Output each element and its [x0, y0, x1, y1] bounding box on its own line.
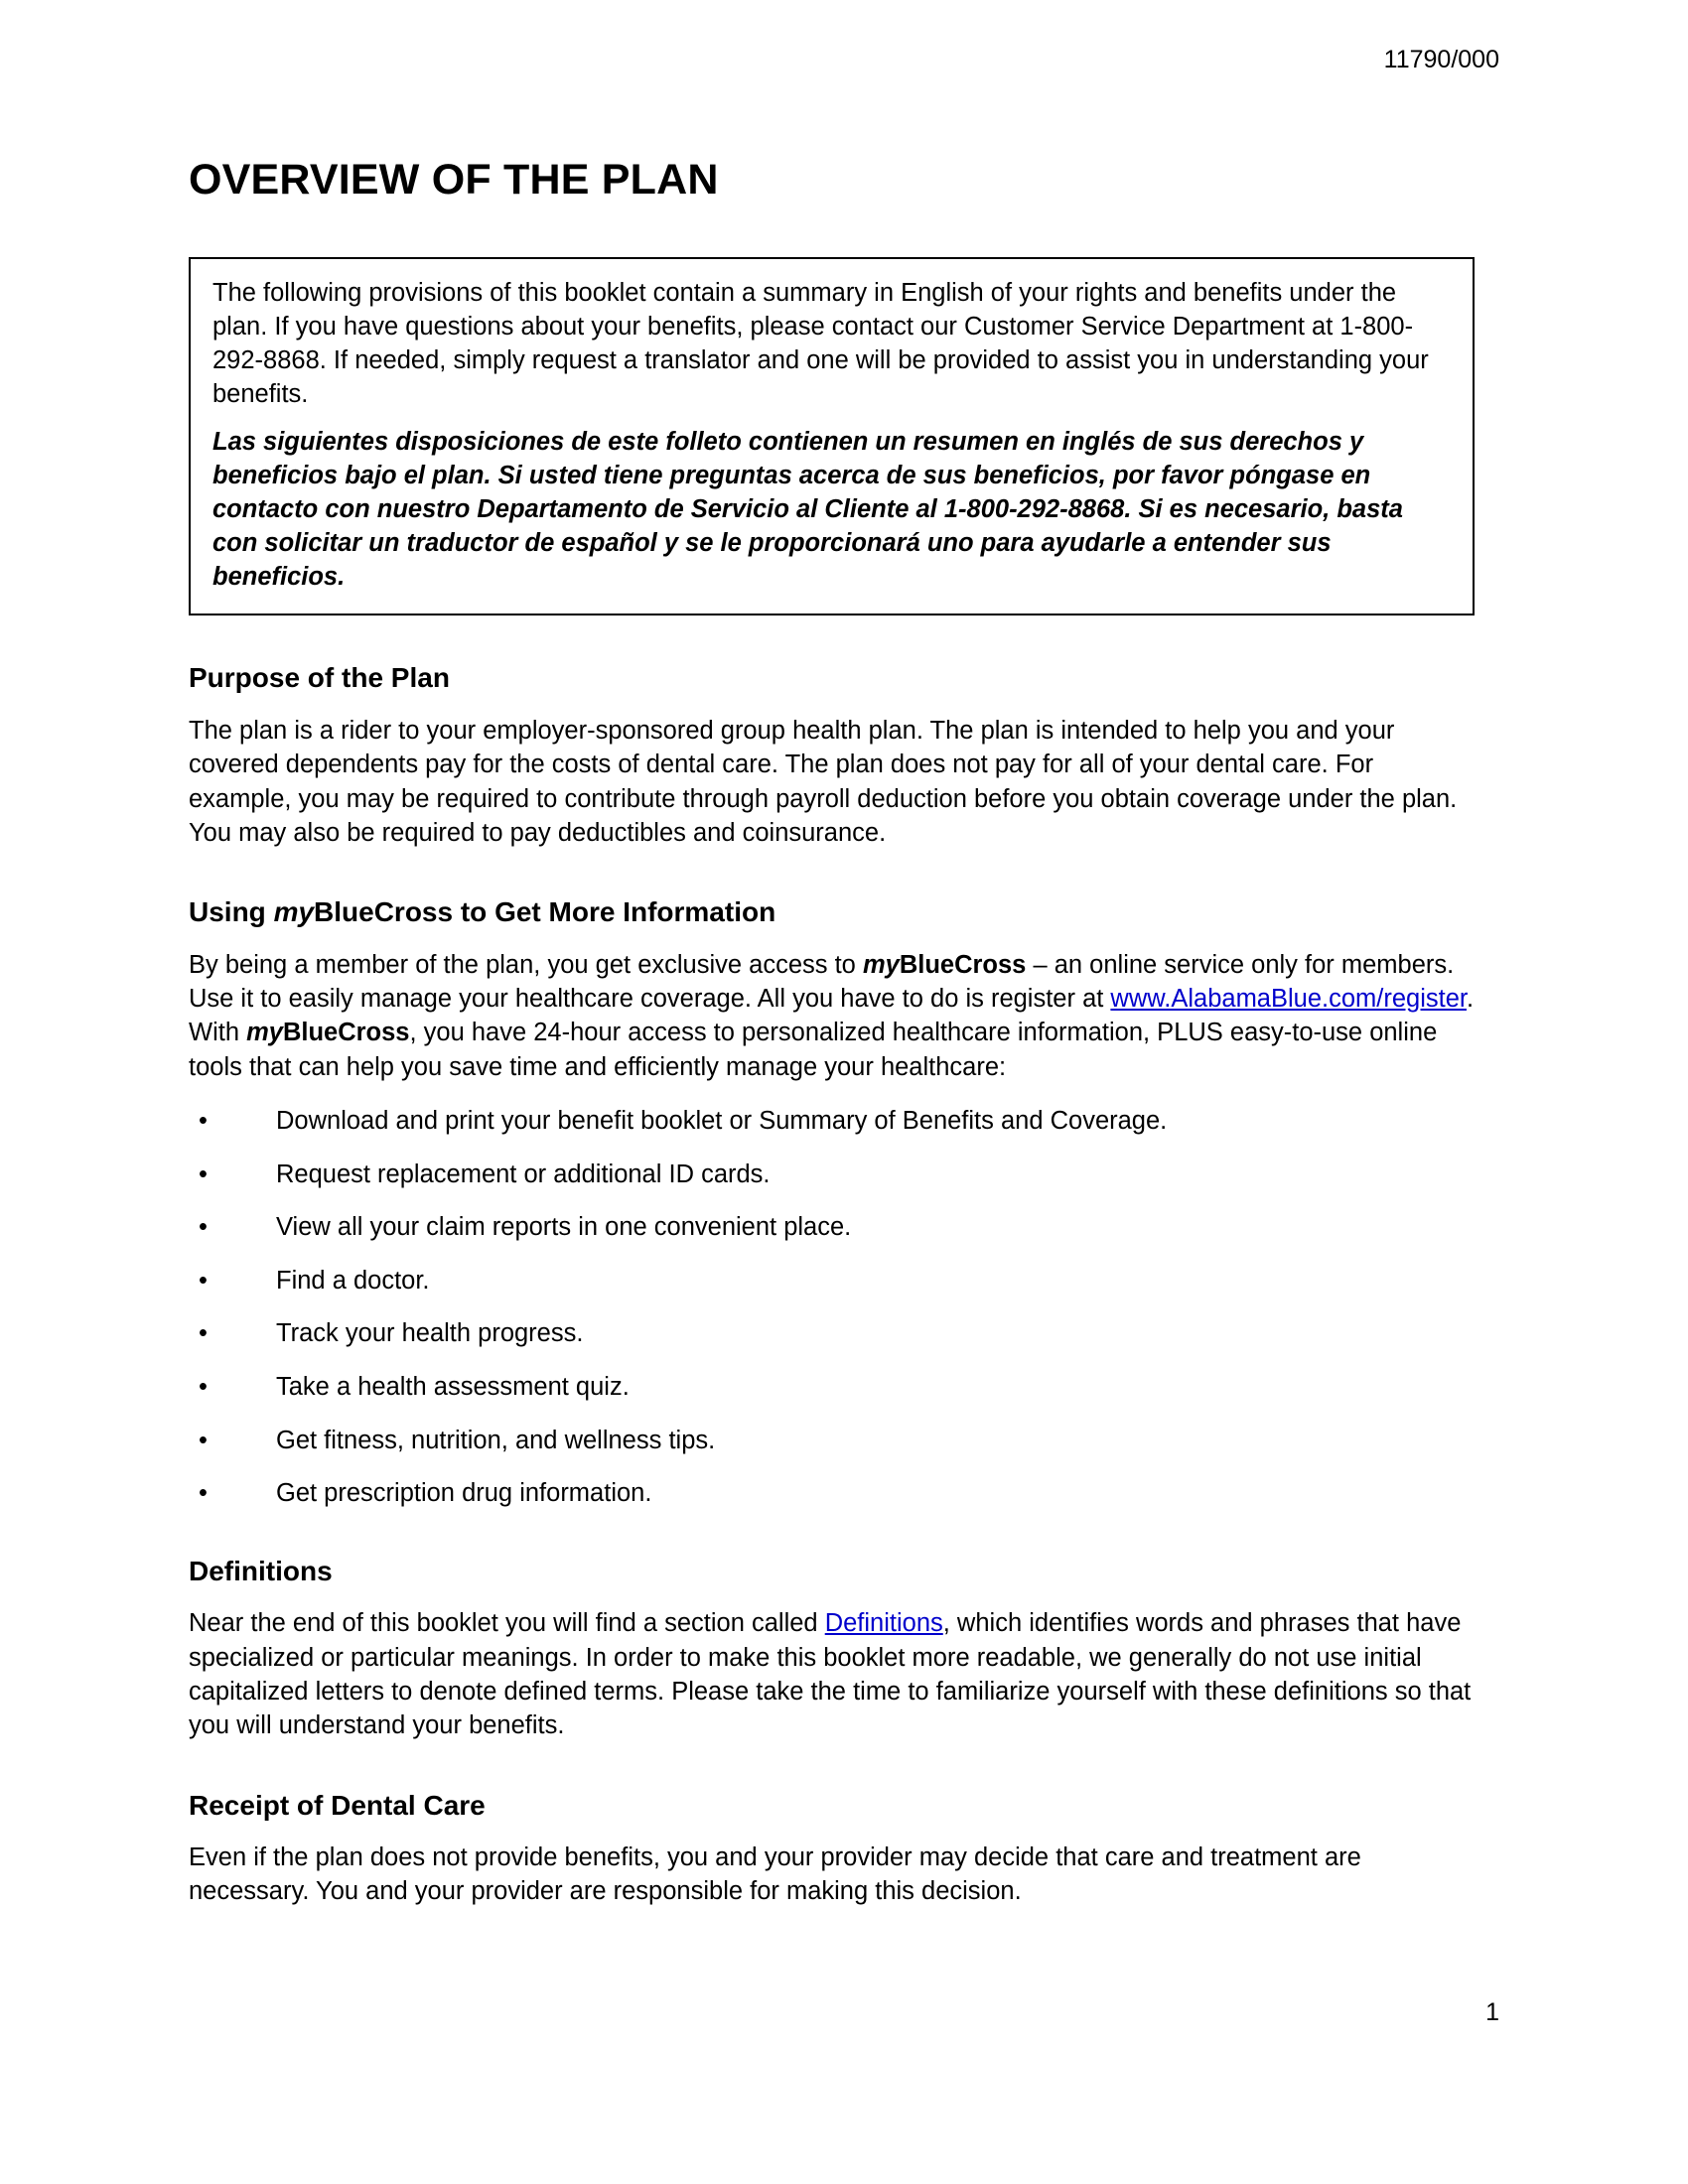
bullet-dot-icon: •	[199, 1107, 208, 1136]
heading-prefix-text: Using	[189, 896, 274, 928]
notice-english-text: The following provisions of this booklet contain a summary in English of your rights and benefits under the plan. If you have questions about your benefits, please contact our Customer Service Department at 1-800-292-8868. If needed, simply request a translator and one will be provided to assist you in understanding your benefits.	[212, 279, 1429, 409]
page-title: OVERVIEW OF THE PLAN	[189, 156, 719, 204]
brand-bluecross-1: BlueCross	[899, 950, 1027, 979]
list-item-label: Track your health progress.	[276, 1319, 584, 1348]
definitions-section-link[interactable]: Definitions	[824, 1609, 943, 1638]
paragraph-purpose-of-the-plan: The plan is a rider to your employer-sponsored group health plan. The plan is intended to help you and your covered dependents pay for the costs of dental care. The plan does not pay for all of your dental care. For example, you may be required to contribute through payroll deduction before you obtain coverage under the plan. You may also be required to pay deductibles and coinsurance.	[189, 717, 1458, 847]
section-purpose-of-the-plan	[189, 661, 1475, 850]
brand-my-1: my	[862, 950, 900, 979]
heading-definitions: Definitions	[189, 1555, 333, 1586]
document-code-header: 11790/000	[1383, 46, 1499, 73]
list-item	[189, 1372, 1475, 1403]
bullet-dot-icon: •	[199, 1426, 208, 1454]
list-item	[189, 1106, 1475, 1137]
notice-spanish-text: Las siguientes disposiciones de este folleto contienen un resumen en inglés de sus derechos y beneficios bajo el plan. Si usted tiene preguntas acerca de sus beneficios, por favor póngase en contacto con nuestro Departamento de Servicio al Cliente al 1-800-292-8868. Si es necesario, basta con solicitar un traductor de español y se le proporcionará uno para ayudarle a entender sus beneficios.	[212, 427, 1403, 591]
mybluecross-feature-list	[189, 1106, 1475, 1509]
alabamablue-register-link[interactable]: www.AlabamaBlue.com/register	[1110, 985, 1467, 1014]
heading-suffix-text: to Get More Information	[453, 896, 776, 928]
heading-receipt-of-dental-care: Receipt of Dental Care	[189, 1789, 486, 1821]
list-item-label: Find a doctor.	[276, 1266, 430, 1295]
mybluecross-text-part-2: – an online service only for members. Use it to easily manage your healthcare coverage. All you have to do is register at	[189, 950, 1455, 1014]
paragraph-definitions	[189, 1606, 1475, 1742]
section-definitions	[189, 1555, 1475, 1743]
list-item-label: Request replacement or additional ID cards.	[276, 1160, 771, 1188]
bullet-dot-icon: •	[199, 1319, 208, 1348]
list-item	[189, 1426, 1475, 1456]
list-item-label: Take a health assessment quiz.	[276, 1372, 630, 1401]
list-item-label: View all your claim reports in one convenient place.	[276, 1213, 852, 1242]
footer-page-number: 1	[1485, 1998, 1499, 2026]
list-item	[189, 1318, 1475, 1349]
paragraph-receipt-of-dental-care: Even if the plan does not provide benefits, you and your provider may decide that care and treatment are necessary. You and your provider are responsible for making this decision.	[189, 1843, 1361, 1906]
bullet-dot-icon: •	[199, 1213, 208, 1242]
document-content	[189, 157, 1475, 1909]
mybluecross-text-part-1: By being a member of the plan, you get exclusive access to	[189, 950, 863, 979]
brand-my-2: my	[246, 1019, 283, 1047]
list-item	[189, 1212, 1475, 1243]
list-item	[189, 1266, 1475, 1297]
list-item	[189, 1160, 1475, 1190]
list-item-label: Download and print your benefit booklet or Summary of Benefits and Coverage.	[276, 1107, 1168, 1136]
section-using-mybluecross	[189, 895, 1475, 1509]
section-receipt-of-dental-care	[189, 1789, 1475, 1909]
paragraph-mybluecross-intro	[189, 948, 1475, 1084]
list-item-label: Get prescription drug information.	[276, 1479, 652, 1508]
heading-brand-bluecross: BlueCross	[314, 896, 454, 928]
definitions-text-after-link: , which identifies words and phrases that have specialized or particular meanings. In order to make this booklet more readable, we generally do not use initial capitalized letters to denote defined terms. Please take the time to familiarize yourself with these definitions so that you will understand your benefits.	[189, 1609, 1472, 1740]
mybluecross-text-part-4: , you have 24-hour access to personalized healthcare information, PLUS easy-to-use online tools that can help you save time and efficiently manage your healthcare:	[189, 1019, 1438, 1081]
bullet-dot-icon: •	[199, 1266, 208, 1295]
definitions-text-before-link: Near the end of this booklet you will find a section called	[189, 1609, 825, 1638]
heading-purpose-of-the-plan: Purpose of the Plan	[189, 662, 450, 694]
bullet-dot-icon: •	[199, 1160, 208, 1188]
brand-bluecross-2: BlueCross	[282, 1019, 410, 1047]
heading-brand-my: my	[273, 896, 315, 928]
heading-using-mybluecross	[189, 895, 1475, 929]
list-item-label: Get fitness, nutrition, and wellness tips.	[276, 1426, 716, 1454]
bullet-dot-icon: •	[199, 1372, 208, 1401]
list-item	[189, 1478, 1475, 1509]
bullet-dot-icon: •	[199, 1479, 208, 1508]
mybluecross-text-part-3: . With	[189, 985, 1475, 1047]
language-notice-box	[189, 257, 1475, 615]
